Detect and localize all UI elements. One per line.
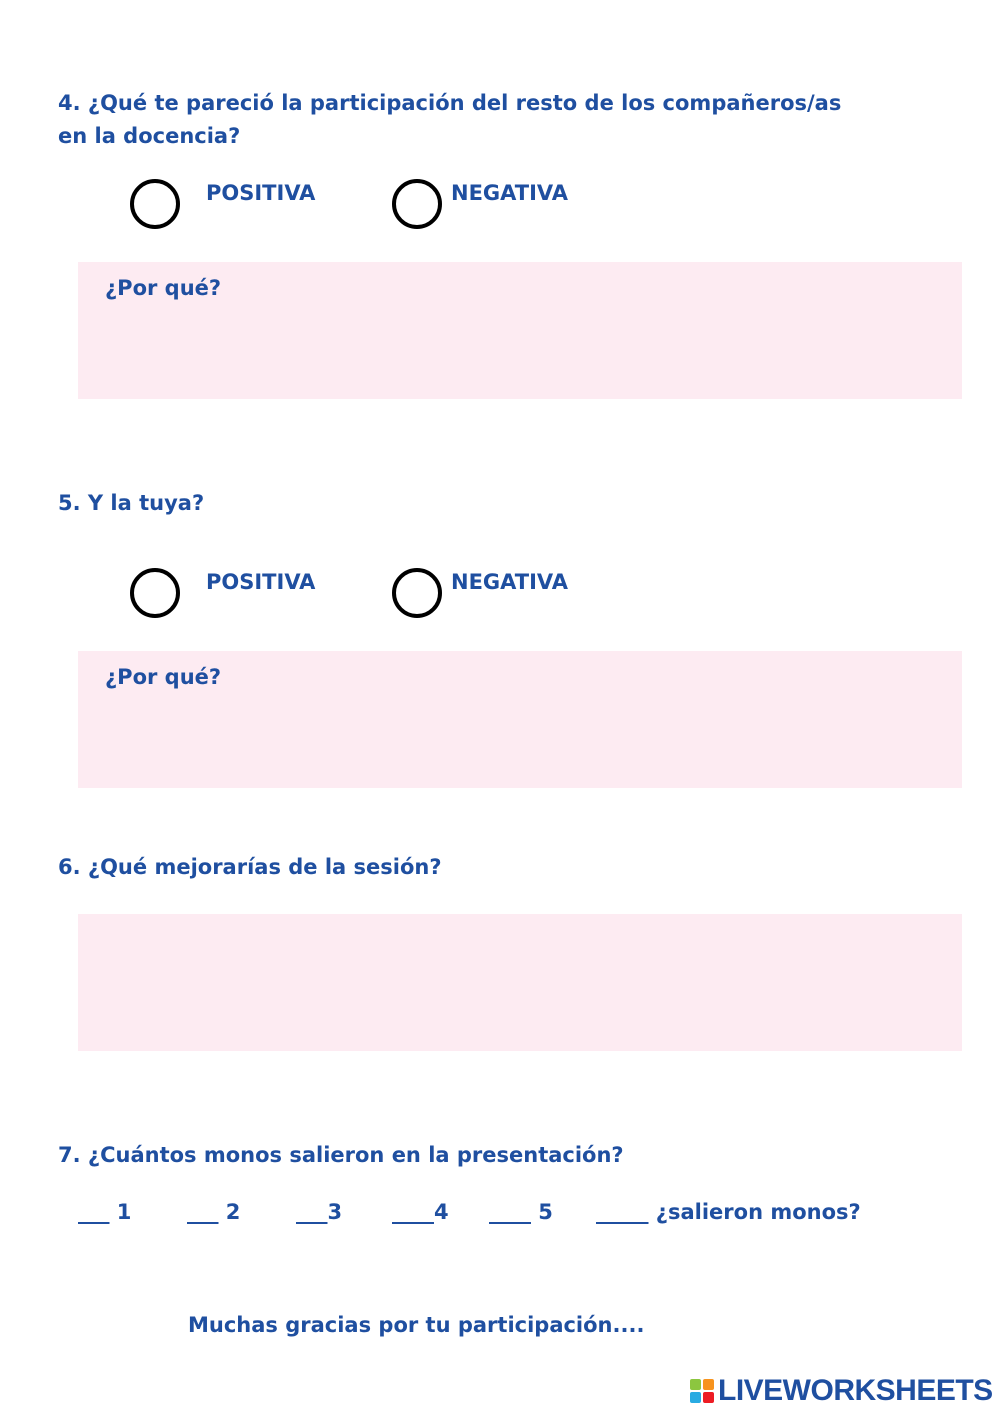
- q4-positive-radio[interactable]: [130, 179, 180, 229]
- q7-choice-1[interactable]: ___ 1: [78, 1200, 132, 1224]
- q4-negative-label: NEGATIVA: [451, 181, 568, 205]
- q5-why-label: ¿Por qué?: [105, 665, 222, 689]
- q4-why-label: ¿Por qué?: [105, 276, 222, 300]
- question-5: 5. Y la tuya?: [58, 491, 205, 515]
- q6-answer-box[interactable]: [78, 914, 962, 1051]
- question-7: 7. ¿Cuántos monos salieron en la presentación?: [58, 1143, 624, 1167]
- q4-answer-box[interactable]: [78, 262, 962, 399]
- logo-square-blue: [690, 1392, 701, 1403]
- logo-squares-icon: [690, 1379, 714, 1403]
- q5-positive-label: POSITIVA: [206, 570, 316, 594]
- logo-square-red: [703, 1392, 714, 1403]
- q7-choice-3[interactable]: ___3: [296, 1200, 343, 1224]
- thanks-message: Muchas gracias por tu participación....: [188, 1313, 645, 1337]
- q7-choice-4[interactable]: ____4: [392, 1200, 449, 1224]
- q7-choice-5[interactable]: ____ 5: [489, 1200, 553, 1224]
- q5-negative-label: NEGATIVA: [451, 570, 568, 594]
- question-4-line-1: 4. ¿Qué te pareció la participación del resto de los compañeros/as: [58, 91, 842, 115]
- logo-square-green: [690, 1379, 701, 1390]
- logo-text: LIVEWORKSHEETS: [718, 1374, 993, 1407]
- q5-negative-radio[interactable]: [392, 568, 442, 618]
- q7-choice-2[interactable]: ___ 2: [187, 1200, 241, 1224]
- liveworksheets-logo: [690, 1373, 993, 1409]
- q5-positive-radio[interactable]: [130, 568, 180, 618]
- question-4-line-2: en la docencia?: [58, 124, 241, 148]
- question-6: 6. ¿Qué mejorarías de la sesión?: [58, 855, 442, 879]
- q7-choice-none[interactable]: _____ ¿salieron monos?: [596, 1200, 861, 1224]
- q5-answer-box[interactable]: [78, 651, 962, 788]
- q4-positive-label: POSITIVA: [206, 181, 316, 205]
- logo-square-orange: [703, 1379, 714, 1390]
- q4-negative-radio[interactable]: [392, 179, 442, 229]
